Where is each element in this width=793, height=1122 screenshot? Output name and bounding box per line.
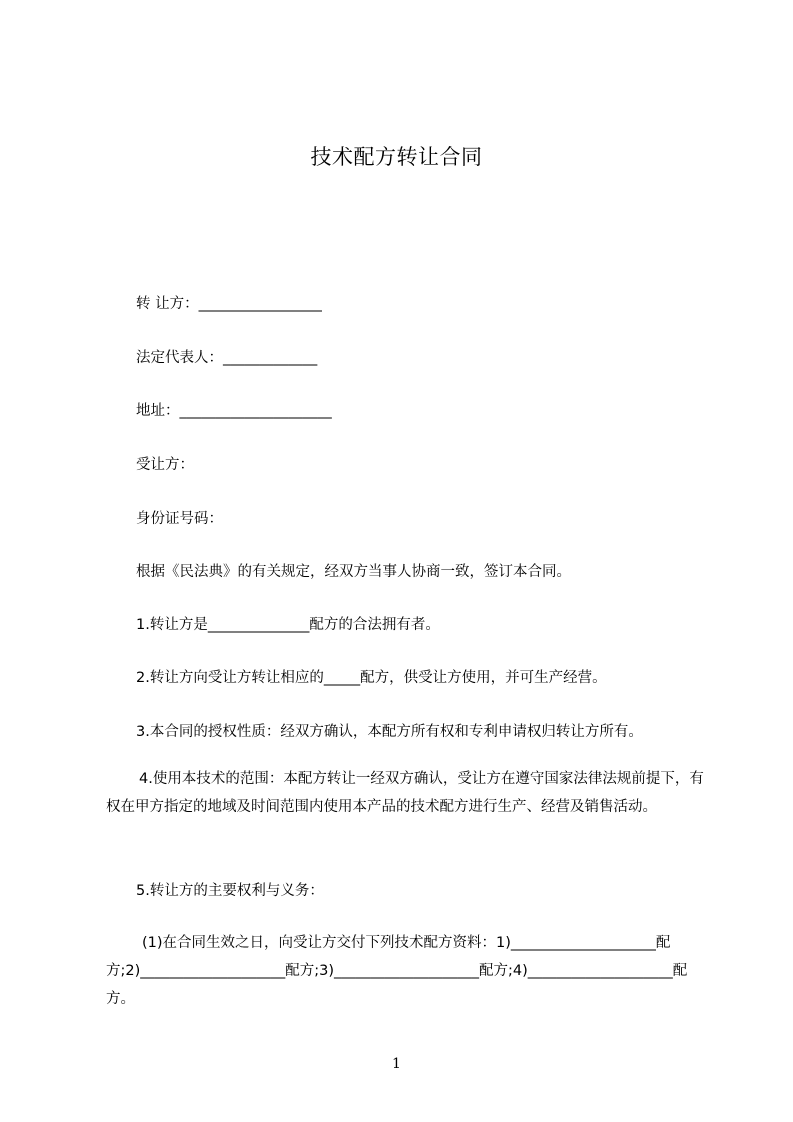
clause-5-1-text: (1)在合同生效之日，向受让方交付下列技术配方资料：1)____________________配方;2)____________________配方;3)____________________配方;4)____________________配方。 <box>106 935 688 1007</box>
intro-paragraph: 根据《民法典》的有关规定，经双方当事人协商一致，签订本合同。 <box>136 564 571 580</box>
field-transferor: 转 让方：_________________ <box>136 296 322 312</box>
clause-5: 5.转让方的主要权利与义务： <box>136 883 324 899</box>
clause-3: 3.本合同的授权性质：经双方确认，本配方所有权和专利申请权归转让方所有。 <box>136 724 643 740</box>
field-legal-representative: 法定代表人：_____________ <box>136 350 318 366</box>
field-address: 地址：_____________________ <box>136 403 332 419</box>
clause-4 <box>106 765 706 821</box>
clause-4-text: 4.使用本技术的范围：本配方转让一经双方确认，受让方在遵守国家法律法规前提下，有权在甲方指定的地域及时间范围内使用本产品的技术配方进行生产、经营及销售活动。 <box>106 771 704 815</box>
clause-5-1 <box>106 929 706 1013</box>
document-title: 技术配方转让合同 <box>310 145 483 169</box>
page-number: 1 <box>392 1056 401 1072</box>
field-transferee: 受让方： <box>136 457 194 473</box>
clause-2: 2.转让方向受让方转让相应的_____配方，供受让方使用，并可生产经营。 <box>136 670 607 686</box>
clause-1: 1.转让方是______________配方的合法拥有者。 <box>136 617 440 633</box>
field-id-number: 身份证号码： <box>136 511 223 527</box>
